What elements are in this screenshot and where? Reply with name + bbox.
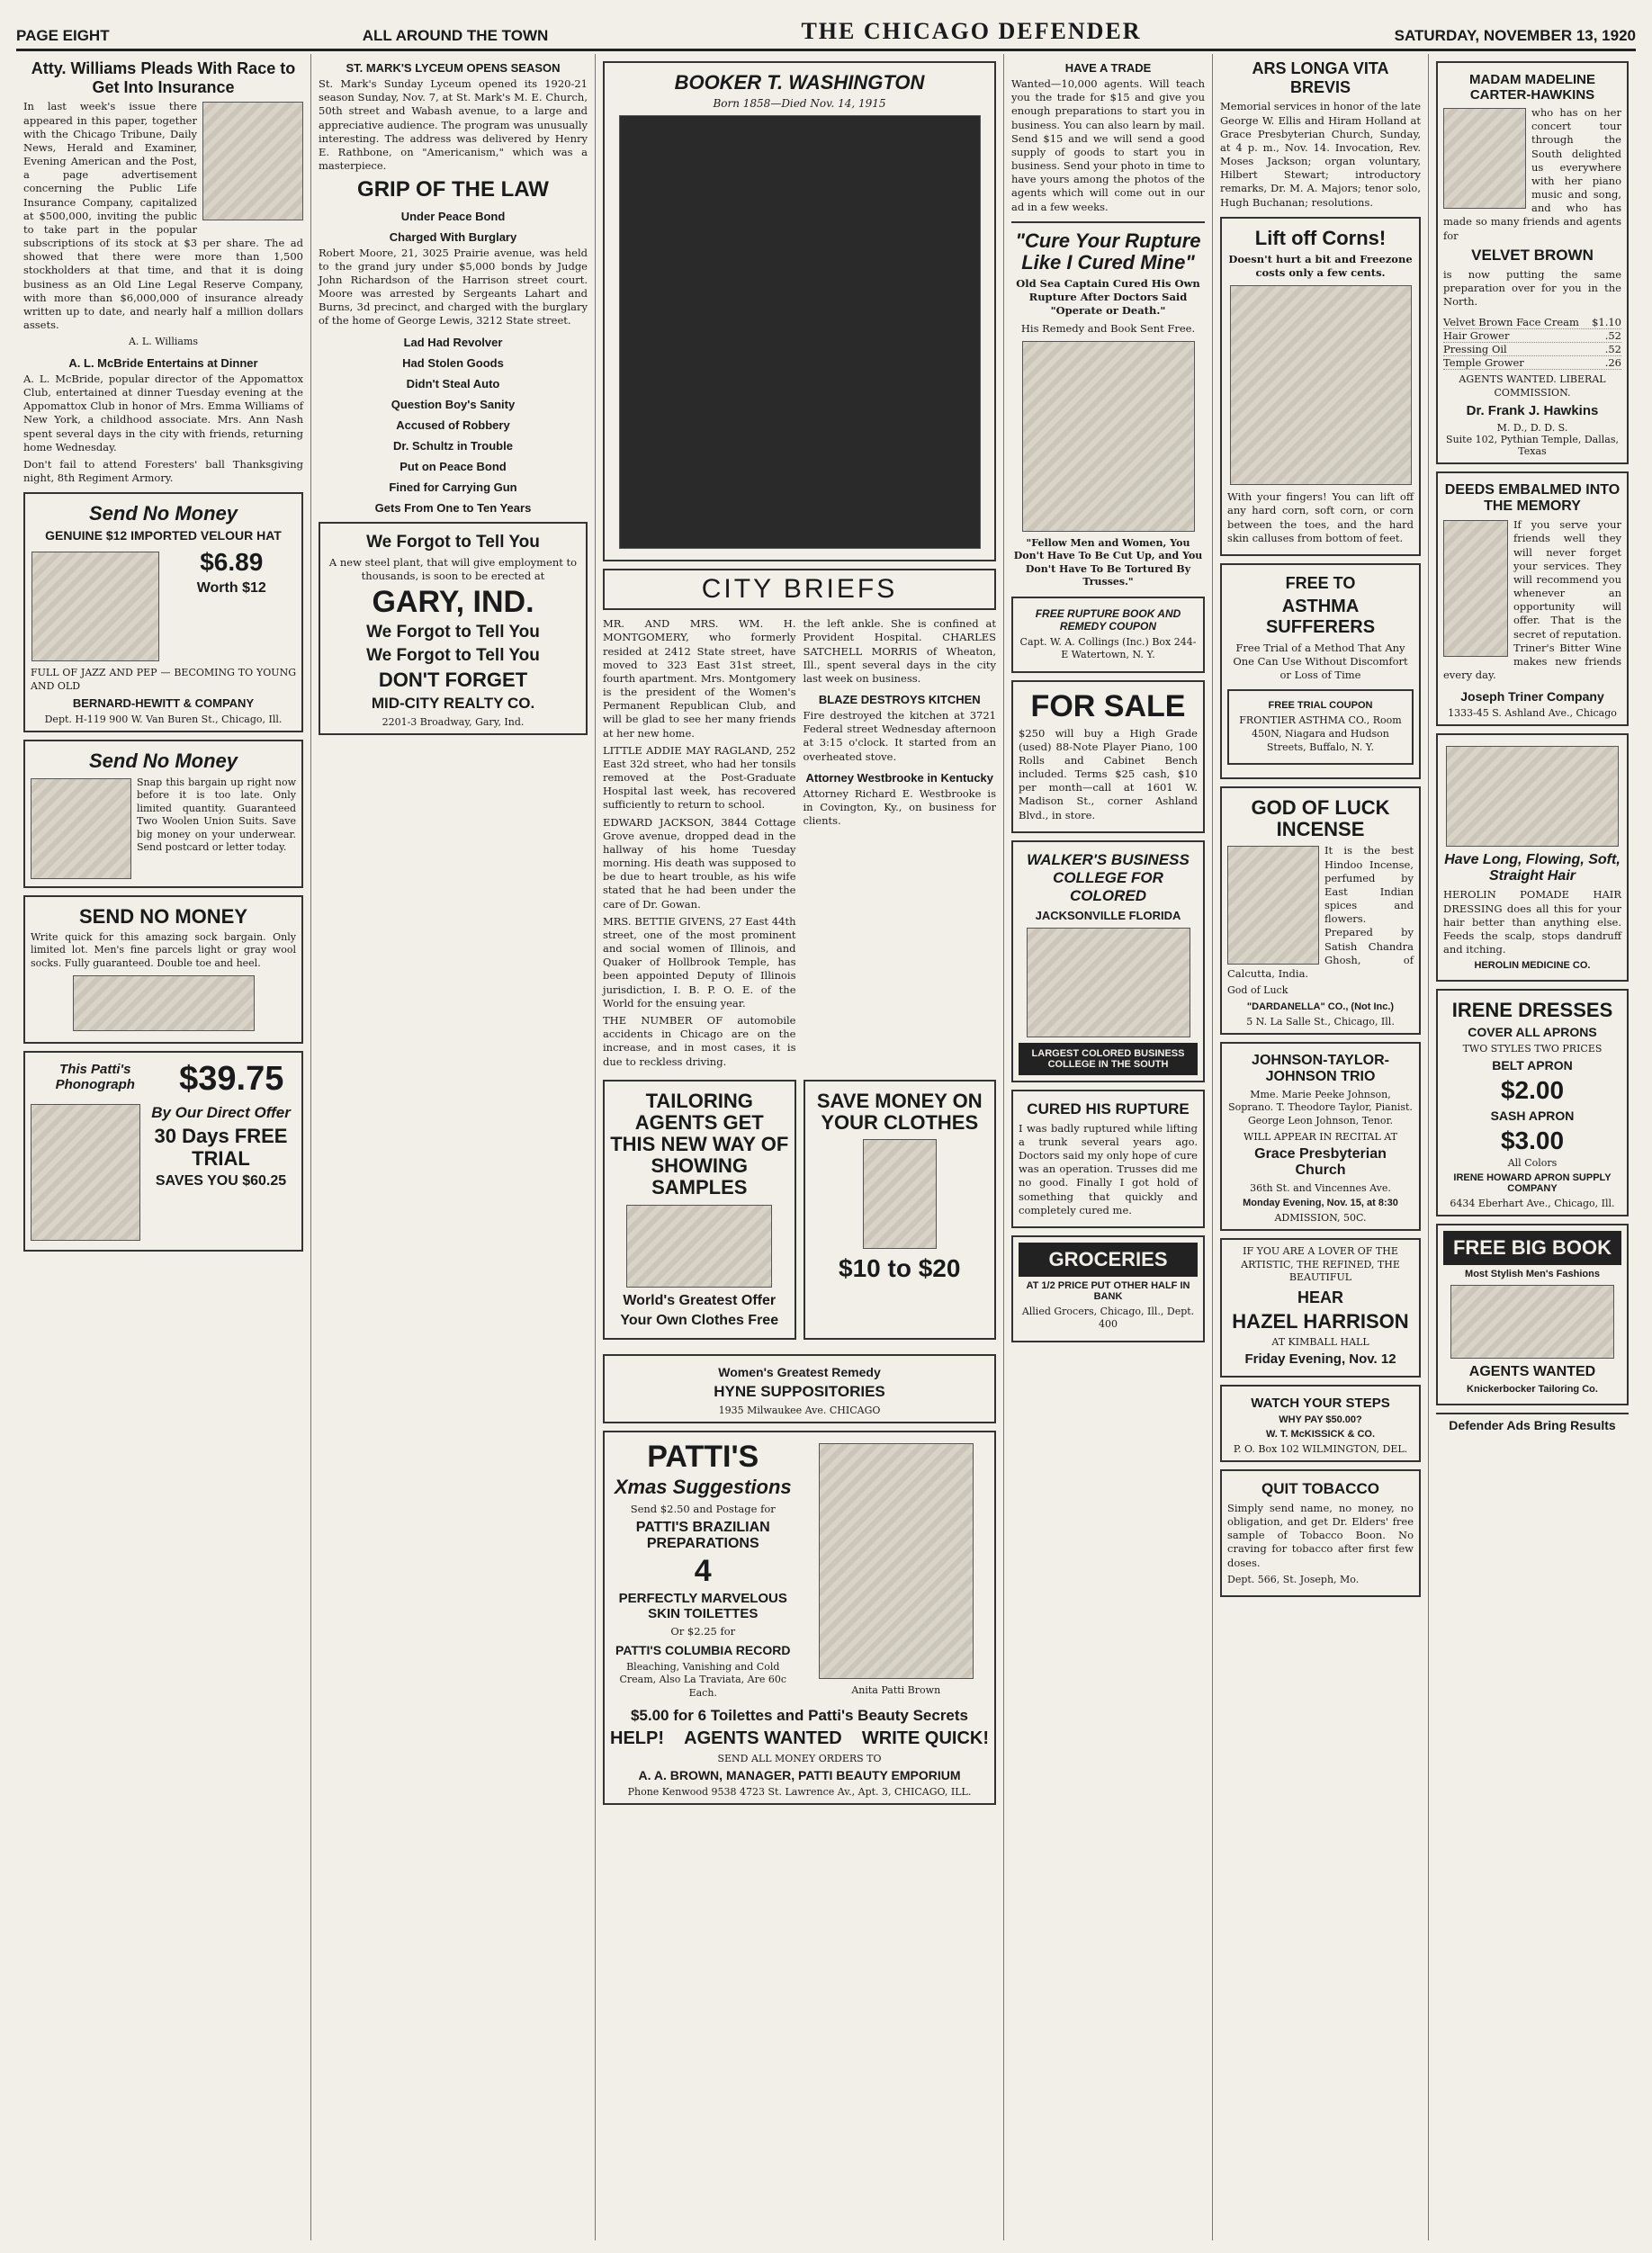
phono-trial: 30 Days FREE TRIAL xyxy=(154,1125,288,1170)
masthead xyxy=(16,13,1636,51)
williams-caption: A. L. Williams xyxy=(128,336,199,348)
patti-xmas: Xmas Suggestions xyxy=(614,1476,792,1499)
column-4 xyxy=(1004,54,1213,2240)
corns-headline: Lift off Corns! xyxy=(1254,226,1387,249)
tobacco-address: Dept. 566, St. Joseph, Mo. xyxy=(1227,1573,1360,1585)
trio-address: 36th St. and Vincennes Ave. xyxy=(1250,1182,1391,1195)
tailoring-footer: Your Own Clothes Free xyxy=(620,1312,779,1328)
watch-headline: WATCH YOUR STEPS xyxy=(1251,1395,1390,1411)
blaze-article: Fire destroyed the kitchen at 3721 Federal street Wednesday afternoon at 3:15 o'clock. It started from an overheated stove. xyxy=(803,709,996,763)
peace-bond-subhead: Under Peace Bond xyxy=(400,209,506,223)
velour-worth: Worth $12 xyxy=(196,580,266,597)
foot-illustration xyxy=(1230,285,1412,485)
velour-hat-ad xyxy=(23,492,303,732)
tailoring-offer: World's Greatest Offer xyxy=(623,1292,777,1308)
foresters-notice: Don't fail to attend Foresters' ball Thanksgiving night, 8th Regiment Armory. xyxy=(23,457,303,485)
sash-apron-price: $3.00 xyxy=(1500,1126,1565,1155)
cured-body: I was badly ruptured while lifting a trunk several years ago. Doctors said my only hope of cure was an operation. Trusses did me no good. Finally I got hold of something that quickly and completely cured me. xyxy=(1019,1121,1198,1216)
belt-apron-label: BELT APRON xyxy=(1492,1058,1573,1073)
robbery-subhead: Accused of Robbery xyxy=(396,417,510,432)
velour-tagline: FULL OF JAZZ AND PEP — BECOMING TO YOUNG AND OLD xyxy=(31,667,296,692)
harrison-hear: HEAR xyxy=(1297,1288,1343,1306)
irene-styles: TWO STYLES TWO PRICES xyxy=(1462,1043,1603,1055)
price-row: Hair Grower .52 xyxy=(1443,329,1621,343)
gary-company: MID-CITY REALTY CO. xyxy=(371,694,535,712)
auto-subhead: Didn't Steal Auto xyxy=(406,376,500,390)
groceries-sub: AT 1/2 PRICE PUT OTHER HALF IN BANK xyxy=(1026,1279,1190,1302)
trade-headline: HAVE A TRADE xyxy=(1064,61,1152,75)
rupture-coupon-title: FREE RUPTURE BOOK AND REMEDY COUPON xyxy=(1035,606,1181,633)
velour-subtitle: GENUINE $12 IMPORTED VELOUR HAT xyxy=(45,528,282,543)
hawkins-address: Suite 102, Pythian Temple, Dallas, Texas xyxy=(1446,434,1619,458)
crime-article: Robert Moore, 21, 3025 Prairie avenue, was held to the grand jury under $5,000 bonds by Judge John Richardson of the Harrison street court. Moore was arrested by Sergeants Lahart and Burns, 3d precinct, and charged with the burglary of the home of George Lewis, 3212 State street. xyxy=(319,246,588,328)
trio-venue: Grace Presbyterian Church xyxy=(1254,1146,1387,1179)
velour-company: BERNARD-HEWITT & COMPANY xyxy=(72,696,255,711)
gary-body: A new steel plant, that will give employment to thousands, is soon to be erected at xyxy=(328,555,578,582)
williams-article: In last week's issue there appeared in this paper, together with the Chicago Tribune, Daily News, Herald and Examiner, Evening American and the Post, a page advertisement concerning the Public Life Insurance Company, capitalized at $500,000, inviting the public to take part in the popular subscriptions of its stock at $3 per share. The ad showed that there were more than 1,500 stockholders at that time, and that it is doing business as an Old Line Legal Reserve Company, with more than $6,000,000 of insurance already written up to date, and nearly half a million dollars assets. xyxy=(23,100,303,332)
groceries-ad xyxy=(1011,1235,1205,1342)
patti-caption: Anita Patti Brown xyxy=(851,1683,941,1696)
corns-sub: Doesn't hurt a bit and Freezone costs only a few cents. xyxy=(1228,252,1413,280)
gun-subhead: Fined for Carrying Gun xyxy=(389,480,517,494)
trio-names: Mme. Marie Peeke Johnson, Soprano. T. Theodore Taylor, Pianist. George Leon Johnson, Tenor. xyxy=(1228,1088,1413,1126)
irene-dresses-ad xyxy=(1436,989,1629,1216)
harrison-venue: AT KIMBALL HALL xyxy=(1271,1335,1369,1348)
lyceum-headline: ST. MARK'S LYCEUM OPENS SEASON xyxy=(346,61,561,75)
deeds-headline: DEEDS EMBALMED INTO THE MEMORY xyxy=(1444,482,1621,515)
westbrooke-headline: Attorney Westbrooke in Kentucky xyxy=(805,770,994,785)
rupture-coupon-address: Capt. W. A. Collings (Inc.) Box 244-E Watertown, N. Y. xyxy=(1019,635,1197,661)
revolver-subhead: Lad Had Revolver xyxy=(403,335,503,349)
brief-ragland: LITTLE ADDIE MAY RAGLAND, 252 East 32d street, who had her tonsils removed at the Post-Graduate Hospital last week, has recovered sufficiently to return to school. xyxy=(603,743,796,812)
harrison-intro: IF YOU ARE A LOVER OF THE ARTISTIC, THE REFINED, THE BEAUTIFUL xyxy=(1241,1245,1400,1284)
incense-ad xyxy=(1220,786,1421,1035)
ars-headline: ARS LONGA VITA BREVIS xyxy=(1252,59,1389,96)
hyne-address: 1935 Milwaukee Ave. CHICAGO xyxy=(718,1404,881,1416)
asthma-coupon[interactable] xyxy=(1227,689,1414,765)
phono-price: $39.75 xyxy=(179,1060,284,1099)
trio-admission: ADMISSION, 50C. xyxy=(1274,1212,1367,1225)
rupture-free: His Remedy and Book Sent Free. xyxy=(1020,321,1196,335)
harrison-concert-ad xyxy=(1220,1238,1421,1378)
patti-count: 4 xyxy=(694,1553,712,1588)
irene-headline: IRENE DRESSES xyxy=(1451,999,1613,1022)
patti-preparations: PATTI'S BRAZILIAN PREPARATIONS xyxy=(635,1519,770,1551)
herolin-headline: Have Long, Flowing, Soft, Straight Hair xyxy=(1444,852,1621,884)
patti-help: HELP! xyxy=(610,1728,664,1749)
book-headline: FREE BIG BOOK xyxy=(1443,1231,1621,1265)
tobacco-headline: QUIT TOBACCO xyxy=(1261,1479,1379,1497)
burglary-subhead: Charged With Burglary xyxy=(389,229,517,244)
rupture-subhead: Old Sea Captain Cured His Own Rupture After Doctors Said "Operate or Death." xyxy=(1016,277,1200,318)
gary-address: 2201-3 Broadway, Gary, Ind. xyxy=(382,715,525,728)
column-5 xyxy=(1213,54,1429,2240)
carter-body: who has on her concert tour through the South delighted us everywhere with her piano music and song, and who has made so many friends and agents for xyxy=(1443,106,1621,242)
irene-sub: COVER ALL APRONS xyxy=(1468,1025,1597,1040)
patti-write: WRITE QUICK! xyxy=(861,1728,989,1749)
issue-date: SATURDAY, NOVEMBER 13, 1920 xyxy=(1394,27,1636,44)
schultz-subhead: Dr. Schultz in Trouble xyxy=(393,438,513,453)
rupture-headline: "Cure Your Rupture Like I Cured Mine" xyxy=(1015,229,1201,274)
god-of-luck-illustration xyxy=(1227,846,1319,965)
watch-company: W. T. McKISSICK & CO. xyxy=(1265,1428,1375,1440)
velour-price: $6.89 xyxy=(200,548,264,577)
mcbride-article: A. L. McBride, popular director of the Appomattox Club, entertained at dinner Tuesday evening at the Appomattox Club in honor of Mrs. Emma Williams of New York, a childhood associate. Mrs. Ann Nash spent several days in the city with friends, returning home Wednesday. xyxy=(23,372,303,453)
clothes-ad xyxy=(804,1080,997,1340)
groceries-footer: Allied Grocers, Chicago, Ill., Dept. 400 xyxy=(1021,1305,1195,1331)
luck-address: 5 N. La Salle St., Chicago, Ill. xyxy=(1246,1015,1395,1028)
herolin-illustration xyxy=(1446,746,1619,847)
btw-dates: Born 1858—Died Nov. 14, 1915 xyxy=(713,97,886,111)
walker-headline: WALKER'S BUSINESS COLLEGE FOR COLORED xyxy=(1027,850,1190,904)
tailoring-ad xyxy=(603,1080,796,1340)
irene-company: IRENE HOWARD APRON SUPPLY COMPANY xyxy=(1453,1172,1612,1195)
clothes-illustration xyxy=(863,1139,937,1249)
freezone-ad xyxy=(1220,217,1421,556)
men-fashion-illustration xyxy=(1450,1285,1614,1359)
deeds-body: If you serve your friends well they will never forget your services. They will recommend you whenever an opportunity will offer. That is the secret of reputation. Triner's Bitter Wine makes new friends every day. xyxy=(1443,518,1621,682)
phono-title: This Patti's Phonograph xyxy=(55,1062,135,1093)
hat-illustration xyxy=(31,552,159,661)
phonograph-illustration xyxy=(31,1104,140,1241)
belt-apron-price: $2.00 xyxy=(1500,1076,1565,1105)
williams-headline: Atty. Williams Pleads With Race to Get Into Insurance xyxy=(31,59,296,96)
sash-apron-label: SASH APRON xyxy=(1490,1109,1575,1124)
piano-sale-ad xyxy=(1011,680,1205,833)
herolin-ad xyxy=(1436,733,1629,982)
harrison-date: Friday Evening, Nov. 12 xyxy=(1244,1351,1396,1367)
cured-rupture-ad xyxy=(1011,1090,1205,1228)
patti-ad xyxy=(603,1431,996,1805)
corns-body: With your fingers! You can lift off any hard corn, soft corn, or corn between the toes, and the hard skin calluses from bottom of feet. xyxy=(1227,490,1414,544)
stolen-goods-subhead: Had Stolen Goods xyxy=(402,355,504,370)
luck-company: "DARDANELLA" CO., (Not Inc.) xyxy=(1246,1001,1395,1012)
brief-montgomery: MR. AND MRS. WM. H. MONTGOMERY, who formerly resided at 2412 State street, have moved to 323 East 31st street, fourth apartment. Mrs. Montgomery is the president of the Women's Permanent Republican Club, and will be glad to see her many friends at her new home. xyxy=(603,617,796,740)
triner-ad xyxy=(1436,471,1629,726)
gary-realty-ad xyxy=(319,522,588,735)
triner-address: 1333-45 S. Ashland Ave., Chicago xyxy=(1448,707,1617,720)
gary-dont-forget: DON'T FORGET xyxy=(378,668,528,691)
patti-name: PATTI'S xyxy=(647,1439,759,1474)
williams-portrait xyxy=(202,102,303,220)
walker-college-ad xyxy=(1011,840,1205,1082)
bottle-illustration xyxy=(1443,520,1508,657)
patti-agents: AGENTS WANTED xyxy=(684,1728,842,1749)
defender-ads-slogan: Defender Ads Bring Results xyxy=(1436,1413,1629,1432)
groceries-headline: GROCERIES xyxy=(1019,1243,1198,1277)
trio-appear: WILL APPEAR IN RECITAL AT xyxy=(1243,1131,1397,1144)
sanity-subhead: Question Boy's Sanity xyxy=(391,397,516,411)
page-number: PAGE EIGHT xyxy=(16,27,110,44)
asthma-sub: Free Trial of a Method That Any One Can Use Without Discomfort or Loss of Time xyxy=(1233,641,1408,682)
tailoring-illustration xyxy=(626,1205,772,1288)
city-briefs-heading: CITY BRIEFS xyxy=(603,569,996,610)
luck-headline: GOD OF LUCK INCENSE xyxy=(1251,796,1390,841)
patti-or: Or $2.25 for xyxy=(670,1625,736,1638)
socks-title: SEND NO MONEY xyxy=(78,904,248,928)
underwear-ad xyxy=(23,740,303,887)
rupture-caption: "Fellow Men and Women, You Don't Have To Be Cut Up, and You Don't Have To Be Tortured By Trusses." xyxy=(1013,536,1203,588)
herolin-body: HEROLIN POMADE HAIR DRESSING does all this for your hair better than anything else. Feeds the scalp, stops dandruff and itching. xyxy=(1443,888,1621,956)
walker-footer: LARGEST COLORED BUSINESS COLLEGE IN THE SOUTH xyxy=(1019,1043,1198,1075)
underwear-illustration xyxy=(31,778,131,879)
price-row: Pressing Oil .52 xyxy=(1443,343,1621,356)
asthma-coupon-title: FREE TRIAL COUPON xyxy=(1268,700,1373,712)
westbrooke-article: Attorney Richard E. Westbrooke is in Covington, Ky., on business for clients. xyxy=(803,786,996,828)
column-3 xyxy=(596,54,1004,2240)
mcbride-headline: A. L. McBride Entertains at Dinner xyxy=(68,355,258,370)
tobacco-body: Simply send name, no money, no obligation, and get Dr. Elders' free sample of Tobacco Boon. No craving for tobacco after first few doses. xyxy=(1227,1501,1414,1569)
prison-subhead: Gets From One to Ten Years xyxy=(374,500,532,515)
column-6 xyxy=(1429,54,1636,2240)
patti-record: PATTI'S COLUMBIA RECORD xyxy=(615,1642,791,1657)
gary-forgot-1: We Forgot to Tell You xyxy=(366,532,540,552)
asthma-ad xyxy=(1220,563,1421,779)
trade-article: Wanted—10,000 agents. Will teach you the trade for $15 and give you enough preparations to start you in business. You can also learn by mail. Send $15 and we will send a good supply of goods to start you in business. Send your photo in time to have yours among the photos of the agents which will come out in our ad in a few weeks. xyxy=(1011,77,1205,213)
column-1 xyxy=(16,54,311,2240)
carter-portrait xyxy=(1443,108,1526,209)
brief-givens: MRS. BETTIE GIVENS, 27 East 44th street, one of the most prominent and social women of Illinois, and Quaker of Hollbrook Temple, has been appointed Deputy of Illinois jurisdiction, I. B. P. O. E. of the World for the ensuing year. xyxy=(603,914,796,1010)
velvet-name: VELVET BROWN xyxy=(1471,246,1594,264)
hyne-headline: Women's Greatest Remedy xyxy=(718,1364,881,1379)
gary-forgot-3: We Forgot to Tell You xyxy=(366,645,540,665)
book-agents: AGENTS WANTED xyxy=(1468,1364,1596,1380)
cured-headline: CURED HIS RUPTURE xyxy=(1027,1100,1190,1118)
patti-portrait xyxy=(819,1443,974,1679)
brief-morris: the left ankle. She is confined at Provident Hospital. CHARLES SATCHELL MORRIS of Wheaton, Ill., spent several days in the city last week on business. xyxy=(803,617,996,685)
tailoring-title: TAILORING AGENTS GET THIS NEW WAY OF SHOWING SAMPLES xyxy=(610,1089,789,1199)
phono-save: SAVES YOU $60.25 xyxy=(155,1172,287,1189)
underwear-title: Send No Money xyxy=(88,750,238,773)
blaze-headline: BLAZE DESTROYS KITCHEN xyxy=(818,693,981,707)
velvet-body: is now putting the same preparation over for you in the North. xyxy=(1443,267,1621,309)
asthma-free: FREE TO xyxy=(1285,573,1356,592)
irene-address: 6434 Eberhart Ave., Chicago, Ill. xyxy=(1450,1198,1615,1210)
watch-sub: WHY PAY $50.00? xyxy=(1279,1414,1362,1425)
trio-recital-ad xyxy=(1220,1042,1421,1232)
hawkins-title: M. D., D. D. S. xyxy=(1496,422,1568,435)
carter-agents: AGENTS WANTED. LIBERAL COMMISSION. xyxy=(1459,373,1606,399)
phono-offer: By Our Direct Offer xyxy=(151,1104,291,1122)
carter-hawkins-ad xyxy=(1436,61,1629,464)
socks-body: Write quick for this amazing sock bargain. Only limited lot. Men's fine parcels light or gray wool socks. Fully guaranteed. Double toe and heel. xyxy=(31,930,296,969)
hyne-ad xyxy=(603,1354,996,1423)
hawkins-name: Dr. Frank J. Hawkins xyxy=(1466,403,1599,419)
velour-title: Send No Money xyxy=(88,502,238,525)
luck-body: It is the best Hindoo Incense, perfumed by East Indian spices and flowers. Prepared by Satish Chandra Ghosh, of Calcutta, India. xyxy=(1227,844,1414,980)
ars-article: Memorial services in honor of the late George W. Ellis and Hiram Holland at Grace Presbyterian Church, Sunday, at 4 p. m., Nov. 14. Invocation, Rev. Moses Jackson; organ voluntary, Hilbert Stewart; introductory remarks, Dr. M. A. Majors; tenor solo, Hugh Buchanan; resolutions. xyxy=(1220,100,1421,209)
captain-illustration xyxy=(1022,341,1195,532)
brief-accidents: THE NUMBER OF automobile accidents in Chicago are on the increase, and in most cases, it is due to reckless driving. xyxy=(603,1014,796,1068)
grip-headline: GRIP OF THE LAW xyxy=(357,177,549,202)
triner-name: Joseph Triner Company xyxy=(1460,689,1604,705)
velour-address: Dept. H-119 900 W. Van Buren St., Chicago, Ill. xyxy=(44,714,283,726)
brief-jackson: EDWARD JACKSON, 3844 Cottage Grove avenue, dropped dead in the hallway of his home Tuesday morning. His death was supposed to be due to heart trouble, as his wife stated that he had been under the care of Dr. Gowan. xyxy=(603,815,796,911)
walker-city: JACKSONVILLE FLORIDA xyxy=(1035,908,1181,922)
book-sub: Most Stylish Men's Fashions xyxy=(1465,1269,1600,1280)
lyceum-article: St. Mark's Sunday Lyceum opened its 1920-21 season Sunday, Nov. 7, at St. Mark's M. E. Church, 50th street and Wabash avenue, to a large and appreciative audience. The program was unusually interesting. The address was delivered by Henry E. Rathbone, on "Americanism," which was a masterpiece. xyxy=(319,77,588,173)
watch-address: P. O. Box 102 WILMINGTON, DEL. xyxy=(1233,1442,1408,1455)
socks-ad xyxy=(23,895,303,1045)
washington-portrait xyxy=(619,115,981,549)
trio-date: Monday Evening, Nov. 15, at 8:30 xyxy=(1243,1198,1398,1209)
harrison-name: HAZEL HARRISON xyxy=(1232,1309,1409,1333)
irene-colors: All Colors xyxy=(1507,1157,1558,1170)
trio-headline: JOHNSON-TAYLOR-JOHNSON TRIO xyxy=(1252,1052,1389,1084)
patti-record-sub: Bleaching, Vanishing and Cold Cream, Also La Traviata, Are 60c Each. xyxy=(619,1660,787,1699)
clothes-price: $10 to $20 xyxy=(839,1254,961,1283)
socks-illustration xyxy=(73,975,255,1031)
watch-steps-ad xyxy=(1220,1385,1421,1462)
tobacco-ad xyxy=(1220,1469,1421,1597)
column-2 xyxy=(311,54,596,2240)
tailoring-book-ad xyxy=(1436,1224,1629,1405)
price-row: Velvet Brown Face Cream $1.10 xyxy=(1443,316,1621,329)
rupture-coupon[interactable] xyxy=(1011,597,1205,673)
patti-send: Send $2.50 and Postage for xyxy=(630,1502,776,1515)
price-list xyxy=(1443,316,1621,370)
asthma-headline: ASTHMA SUFFERERS xyxy=(1265,596,1376,637)
save-money-title: SAVE MONEY ON YOUR CLOTHES xyxy=(816,1089,983,1134)
patti-address: Phone Kenwood 9538 4723 St. Lawrence Av., Apt. 3, CHICAGO, ILL. xyxy=(627,1786,972,1799)
hyne-name: HYNE SUPPOSITORIES xyxy=(714,1382,885,1400)
sale-body: $250 will buy a High Grade (used) 88-Note Player Piano, 100 Rolls and Cabinet Bench included. Terms $25 cash, $10 per month—call at 1601 W. Madison St., corner Ashland Blvd., in store. xyxy=(1019,726,1198,821)
luck-caption: God of Luck xyxy=(1227,984,1288,997)
patti-orders: SEND ALL MONEY ORDERS TO xyxy=(717,1753,882,1765)
college-illustration xyxy=(1027,928,1190,1037)
peace-bond-2-subhead: Put on Peace Bond xyxy=(400,459,507,473)
gary-forgot-2: We Forgot to Tell You xyxy=(366,622,540,642)
sale-headline: FOR SALE xyxy=(1030,688,1186,723)
patti-toilettes: PERFECTLY MARVELOUS SKIN TOILETTES xyxy=(618,1591,787,1622)
patti-offer: $5.00 for 6 Toilettes and Patti's Beauty Secrets xyxy=(630,1707,969,1725)
washington-memorial xyxy=(603,61,996,561)
section-title: ALL AROUND THE TOWN xyxy=(362,27,549,44)
herolin-company: HEROLIN MEDICINE CO. xyxy=(1474,960,1591,972)
asthma-address: FRONTIER ASTHMA CO., Room 450N, Niagara and Hudson Streets, Buffalo, N. Y. xyxy=(1239,714,1402,753)
carter-headline: MADAM MADELINE CARTER-HAWKINS xyxy=(1469,72,1595,103)
patti-manager: A. A. BROWN, MANAGER, PATTI BEAUTY EMPORIUM xyxy=(638,1768,961,1783)
book-company: Knickerbocker Tailoring Co. xyxy=(1467,1384,1598,1396)
gary-city: GARY, IND. xyxy=(372,584,534,619)
paper-title: THE CHICAGO DEFENDER xyxy=(801,18,1142,44)
price-row: Temple Grower .26 xyxy=(1443,356,1621,370)
phonograph-ad xyxy=(23,1051,303,1252)
btw-name: BOOKER T. WASHINGTON xyxy=(674,71,925,94)
underwear-body: Snap this bargain up right now before it is too late. Only limited quantity. Guaranteed Two Woolen Union Suits. Save big money on your underwear. Send postcard or letter today. xyxy=(137,776,296,854)
